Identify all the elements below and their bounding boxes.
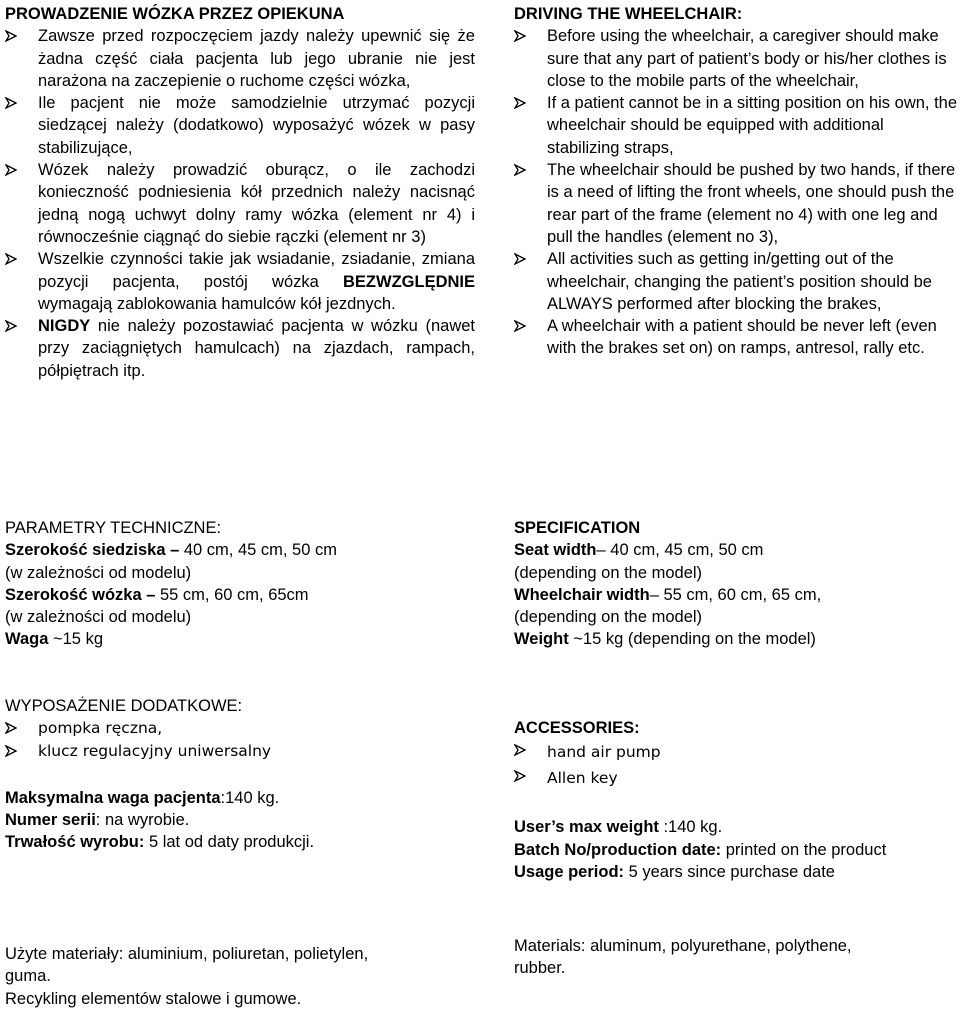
arrow-bullet-icon (5, 722, 17, 734)
pl-accessories-details (5, 787, 475, 854)
en-materials-lines (514, 935, 960, 980)
accessory-item (5, 740, 475, 762)
pl-accessories-title: WYPOSAŻENIE DODATKOWE: (5, 697, 243, 715)
pl-accessories-list (5, 717, 475, 762)
list-item (514, 25, 960, 92)
spec-line (514, 539, 960, 561)
arrow-bullet-icon (5, 320, 17, 332)
en-materials-section (514, 935, 960, 980)
materials-line: Materials: aluminum, polyurethane, polythene, (514, 937, 852, 955)
spec-line (514, 816, 960, 838)
spec-line (514, 584, 960, 606)
accessory-label: Allen key (547, 769, 618, 788)
bold-text: NIGDY (38, 317, 91, 336)
pl-specs-lines (5, 539, 475, 650)
spec-line (514, 839, 960, 861)
arrow-bullet-icon (514, 164, 526, 176)
text-run: nie należy pozostawiać pacjenta w wózku (nawet przy zaciągniętych hamulcach) na zjazdach, rampach, półpiętrach itp. (38, 317, 475, 380)
spec-label: Wheelchair width (514, 585, 650, 604)
materials-line: Użyte materiały: aluminium, poliuretan, polietylen, (5, 945, 369, 963)
arrow-bullet-icon (514, 30, 526, 42)
pl-usage-section (5, 3, 475, 382)
list-item (514, 159, 960, 248)
spec-value: (depending on the model) (514, 563, 703, 582)
text-run: wymagają zablokowania hamulców kół jezdnych. (38, 294, 396, 313)
spec-line (514, 628, 960, 650)
list-item (514, 248, 960, 315)
spec-label: Usage period: (514, 862, 625, 881)
en-accessories-list (514, 739, 960, 791)
arrow-bullet-icon (514, 770, 526, 782)
accessory-item (514, 739, 960, 765)
materials-line: guma. (5, 967, 51, 986)
en-accessories-section (514, 717, 960, 883)
spec-value: printed on the product (721, 840, 887, 859)
pl-accessories-section (5, 695, 475, 854)
spec-value: ~15 kg (48, 630, 103, 649)
pl-specs-section (5, 517, 475, 651)
spec-line (5, 628, 475, 650)
en-specs-section (514, 517, 960, 651)
text-run: Zawsze przed rozpoczęciem jazdy należy upewnić się że żadna część ciała pacjenta lub jego ubranie nie jest narażona na zaczepienie o ruchome części wózka, (38, 27, 475, 90)
list-item (5, 25, 475, 92)
spec-line (5, 787, 475, 809)
spec-value: (w zależności od modelu) (5, 608, 192, 627)
text-run: Ile pacjent nie może samodzielnie utrzymać pozycji siedzącej należy (dodatkowo) wyposażyć wózek w pasy stabilizujące, (38, 94, 475, 157)
spec-line (5, 831, 475, 853)
materials-line: Recykling elementów stalowe i gumowe. (5, 989, 302, 1008)
spec-label: Waga (5, 630, 49, 649)
en-usage-section (514, 3, 960, 360)
materials-line: rubber. (514, 959, 566, 978)
arrow-bullet-icon (5, 97, 17, 109)
spec-line (5, 809, 475, 831)
arrow-bullet-icon (5, 253, 17, 265)
spec-label: Batch No/production date: (514, 840, 722, 859)
spec-value: ~15 kg (depending on the model) (568, 630, 816, 649)
list-item (5, 248, 475, 315)
list-item (5, 159, 475, 248)
arrow-bullet-icon (5, 745, 17, 757)
spec-label: Weight (514, 630, 569, 649)
spec-line (5, 606, 475, 628)
spec-value: – 40 cm, 45 cm, 50 cm (596, 541, 764, 560)
spec-line (5, 562, 475, 584)
spec-line (514, 861, 960, 883)
spec-value: – 55 cm, 60 cm, 65 cm, (649, 585, 822, 604)
accessory-label: pompka ręczna, (38, 719, 163, 738)
bold-text: BEZWZGLĘDNIE (343, 272, 475, 291)
list-item (514, 315, 960, 360)
spec-value: :140 kg. (220, 788, 280, 807)
arrow-bullet-icon (514, 253, 526, 265)
text-run: A wheelchair with a patient should be never left (even with the brakes set on) on ramps, antresol, rally etc. (547, 317, 937, 358)
spec-line (514, 606, 960, 628)
pl-materials-lines (5, 943, 475, 1010)
text-run: All activities such as getting in/getting out of the wheelchair, changing the patient’s position should be ALWAYS performed after blocking the brakes, (547, 250, 932, 313)
text-run: If a patient cannot be in a sitting position on his own, the wheelchair should be equipped with additional stabilizing straps, (547, 94, 958, 157)
pl-materials-section (5, 943, 475, 1010)
arrow-bullet-icon (514, 320, 526, 332)
en-usage-list (514, 25, 960, 359)
spec-label: Numer serii (5, 811, 96, 830)
en-specs-lines (514, 539, 960, 650)
en-accessories-title: ACCESSORIES: (514, 719, 640, 737)
accessory-item (514, 765, 960, 791)
arrow-bullet-icon (5, 30, 17, 42)
text-run: The wheelchair should be pushed by two hands, if there is a need of lifting the front wheels, one should push the rear part of the frame (element no 4) with one leg and pull the handles (element no 3), (547, 161, 956, 246)
text-run: Wszelkie czynności takie jak wsiadanie, zsiadanie, zmiana pozycji pacjenta, postój wózka (38, 250, 475, 291)
spec-label: Seat width (514, 541, 597, 560)
spec-value: 55 cm, 60 cm, 65cm (155, 585, 309, 604)
spec-label: Trwałość wyrobu: (5, 833, 145, 852)
text-run: Before using the wheelchair, a caregiver should make sure that any part of patient’s body or his/her clothes is close to the mobile parts of the wheelchair, (547, 27, 947, 90)
arrow-bullet-icon (514, 97, 526, 109)
spec-line (5, 539, 475, 561)
spec-value: 40 cm, 45 cm, 50 cm (179, 541, 337, 560)
text-run: Wózek należy prowadzić oburącz, o ile zachodzi konieczność podniesienia kół przednich należy nacisnąć jedną nogą uchwyt dolny ramy wózka (element nr 4) i równocześnie ciągnąć do siebie rączki (element nr 3) (38, 161, 475, 246)
spec-value: (depending on the model) (514, 608, 703, 627)
en-accessories-details (514, 816, 960, 883)
list-item (514, 92, 960, 159)
accessory-label: hand air pump (547, 743, 661, 762)
pl-usage-list (5, 25, 475, 382)
spec-label: Szerokość wózka – (5, 585, 156, 604)
list-item (5, 315, 475, 382)
arrow-bullet-icon (5, 164, 17, 176)
spec-value: :140 kg. (658, 818, 723, 837)
accessory-label: klucz regulacyjny uniwersalny (38, 741, 272, 760)
spec-line (514, 562, 960, 584)
spec-label: User’s max weight (514, 818, 659, 837)
accessory-item (5, 717, 475, 739)
spec-value: 5 years since purchase date (624, 862, 835, 881)
spec-label: Maksymalna waga pacjenta (5, 788, 221, 807)
spec-line (5, 584, 475, 606)
pl-specs-title: PARAMETRY TECHNICZNE: (5, 519, 222, 537)
spec-label: Szerokość siedziska – (5, 541, 180, 560)
pl-usage-title: PROWADZENIE WÓZKA PRZEZ OPIEKUNA (5, 5, 345, 23)
spec-value: (w zależności od modelu) (5, 563, 192, 582)
en-specs-title: SPECIFICATION (514, 519, 641, 537)
spec-value: : na wyrobie. (95, 811, 190, 830)
list-item (5, 92, 475, 159)
spec-value: 5 lat od daty produkcji. (144, 833, 315, 852)
en-usage-title: DRIVING THE WHEELCHAIR: (514, 5, 743, 23)
arrow-bullet-icon (514, 744, 526, 756)
